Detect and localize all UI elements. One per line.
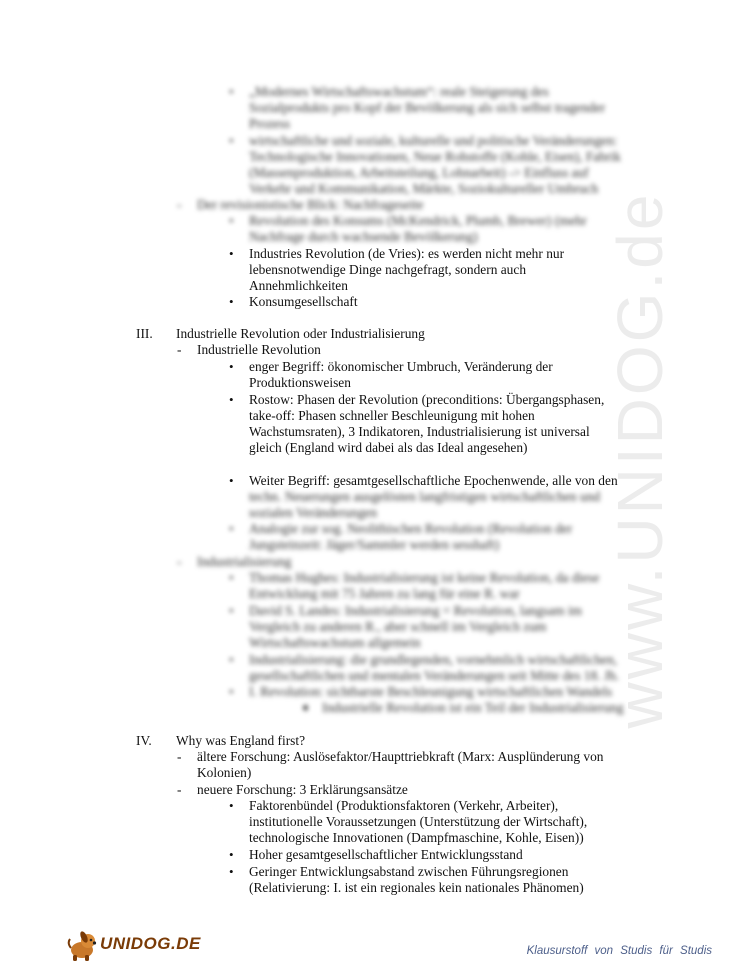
blurred-line: Jungsteinzeit: Jäger/Sammler werden sesshaft) (249, 537, 500, 552)
blurred-line: Prozess (249, 116, 290, 131)
text-line: Weiter Begriff: gesamtgesellschaftliche Epochenwende, alle von den (249, 473, 618, 488)
blurred-line: Vergleich zu anderen R., aber schnell im Vergleich zum (249, 619, 547, 634)
section-numeral: III. (136, 326, 153, 341)
blurred-line: Der revisionistische Blick: Nachfrageseite (197, 197, 424, 212)
blurred-line: Sozialprodukts pro Kopf der Bevölkerung als sich selbst tragender (249, 100, 606, 115)
unidog-logo[interactable] (66, 928, 201, 962)
blurred-line: Analogie zur sog. Neolithischen Revolution (Revolution der (249, 521, 573, 536)
text-line: neuere Forschung: 3 Erklärungsansätze (197, 782, 408, 797)
text-line: Annehmlichkeiten (249, 278, 348, 293)
blurred-line: I. Revolution: sichtbarste Beschleunigung wirtschaftlichen Wandels (249, 684, 613, 699)
blurred-line: (Massenproduktion, Arbeitsteilung, Lohnarbeit) -> Einfluss auf (249, 165, 589, 180)
bullet: • (229, 246, 234, 261)
bullet: • (229, 294, 234, 309)
blurred-line: sozialen Veränderungen (249, 505, 378, 520)
blurred-line: Verkehr und Kommunikation, Märkte, Soziokultureller Umbruch (249, 181, 599, 196)
text-line: technologische Innovationen (Dampfmaschine, Kohle, Eisen)) (249, 830, 584, 845)
bullet: • (229, 359, 234, 374)
text-line: Kolonien) (197, 765, 252, 780)
blurred-line: David S. Landes: Industrialisierung = Revolution, langsam im (249, 603, 582, 618)
subheading: Industrielle Revolution (197, 342, 321, 357)
blurred-line: „Modernes Wirtschaftswachstum“: reale Steigerung des (249, 84, 549, 99)
blurred-line: Technologische Innovationen, Neue Rohstoffe (Kohle, Eisen), Fabrik (249, 149, 621, 164)
text-line: Wachstumsraten), 3 Indikatoren, Industrialisierung ist universal (249, 424, 590, 439)
dash: - (177, 554, 182, 569)
blurred-line: Entwicklung mit 75 Jahren zu lang für eine R. war (249, 586, 520, 601)
blurred-line: Nachfrage durch wachsende Bevölkerung) (249, 229, 478, 244)
section-title: Industrielle Revolution oder Industrialisierung (176, 326, 425, 341)
dash: - (177, 197, 182, 212)
bullet: • (229, 473, 234, 488)
blurred-line: Industrialisierung: die grundlegenden, vornehmlich wirtschaftlichen, (249, 652, 618, 667)
bullet: • (229, 213, 234, 228)
bullet: • (229, 133, 234, 148)
blurred-line: wirtschaftliche und soziale, kulturelle und politische Veränderungen: (249, 133, 618, 148)
footer-tagline: Klausurstoff von Studis für Studis (526, 945, 712, 957)
text-line: Industries Revolution (de Vries): es werden nicht mehr nur (249, 246, 565, 261)
blurred-line: techn. Neuerungen ausgelösten langfristigen wirtschaftlichen und (249, 489, 601, 504)
blurred-line: Industrialisierung (197, 554, 292, 569)
dash: - (177, 749, 182, 764)
dash: - (177, 782, 182, 797)
text-line: Produktionsweisen (249, 375, 351, 390)
text-line: lebensnotwendige Dinge nachgefragt, sondern auch (249, 262, 527, 277)
text-line: take-off: Phasen schneller Beschleunigung mit hohen (249, 408, 535, 423)
bullet: • (229, 652, 234, 667)
text-line: gleich (England wird dabei als das Ideal angesehen) (249, 440, 528, 455)
text-line: Faktorenbündel (Produktionsfaktoren (Verkehr, Arbeiter), (249, 798, 559, 813)
bullet: • (229, 521, 234, 536)
blurred-line: Revolution des Konsums (McKendrick, Plumb, Brewer) (mehr (249, 213, 587, 228)
text-line: (Relativierung: I. ist ein regionales kein nationales Phänomen) (249, 880, 584, 895)
bullet: • (229, 84, 234, 99)
blurred-line: Wirtschaftswachstum allgemein (249, 635, 421, 650)
text-line: Geringer Entwicklungsabstand zwischen Führungsregionen (249, 864, 569, 879)
dog-icon (66, 928, 100, 962)
text-line: Konsumgesellschaft (249, 294, 358, 309)
bullet: • (229, 392, 234, 407)
dash: - (177, 342, 182, 357)
logo-text: UNIDOG.DE (100, 934, 201, 953)
text-line: enger Begriff: ökonomischer Umbruch, Veränderung der (249, 359, 553, 374)
section-numeral: IV. (136, 733, 152, 748)
text-line: Rostow: Phasen der Revolution (preconditions: Übergangsphasen, (249, 392, 605, 407)
arrow-icon: ➧ (300, 700, 312, 715)
blurred-line: Thomas Hughes: Industrialisierung ist keine Revolution, da diese (249, 570, 600, 585)
blurred-line: gesellschaftlichen und mentalen Veränderungen seit Mitte des 18. Jh. (249, 668, 620, 683)
bullet: • (229, 847, 234, 862)
bullet: • (229, 864, 234, 879)
bullet: • (229, 603, 234, 618)
section-title: Why was England first? (176, 733, 306, 748)
bullet: • (229, 570, 234, 585)
watermark: www.UNIDOG.de (604, 191, 676, 729)
bullet: • (229, 684, 234, 699)
text-line: Hoher gesamtgesellschaftlicher Entwicklungsstand (249, 847, 523, 862)
bullet: • (229, 798, 234, 813)
text-line: institutionelle Voraussetzungen (Unterstützung der Wirtschaft), (249, 814, 588, 829)
blurred-line: Industrielle Revolution ist ein Teil der Industrialisierung (322, 700, 624, 715)
text-line: ältere Forschung: Auslösefaktor/Haupttriebkraft (Marx: Ausplünderung von (197, 749, 604, 764)
